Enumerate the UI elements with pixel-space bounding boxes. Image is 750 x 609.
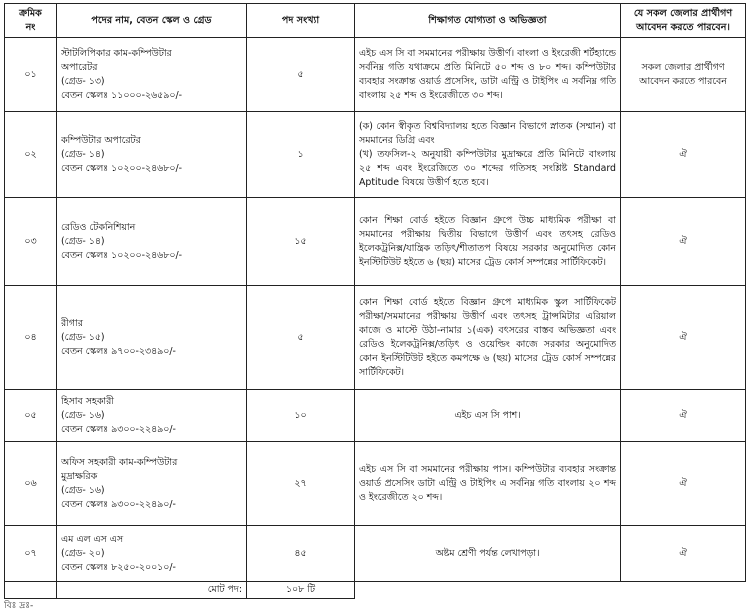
post-line: হিসাব সহকারী <box>61 395 114 407</box>
qualification-cell <box>355 112 621 198</box>
header-row <box>5 4 746 38</box>
total-empty <box>355 582 621 599</box>
post-cell <box>57 526 247 582</box>
post-cell <box>57 286 247 390</box>
post-line: রেডিও টেকনিশিয়ান <box>61 221 136 233</box>
table-row <box>5 442 746 526</box>
header-serial <box>5 4 57 38</box>
table-row <box>5 526 746 582</box>
total-row <box>5 582 746 599</box>
post-line: (গ্রেড- ২০) <box>61 547 105 559</box>
serial-cell: ০৪ <box>5 286 57 390</box>
count-cell: ৫ <box>247 38 355 112</box>
qualification-cell <box>355 38 621 112</box>
post-line: এম এল এস এস <box>61 533 124 545</box>
count-cell: ৫ <box>247 286 355 390</box>
qualification-text: এইচ এস সি পাশ। <box>454 409 521 421</box>
ditto-mark: ঐ <box>679 409 687 421</box>
post-line: (গ্রেড- ১৬) <box>61 484 105 496</box>
post-line: রীগার <box>61 317 83 329</box>
table-row <box>5 38 746 112</box>
district-cell <box>621 112 746 198</box>
total-empty <box>621 582 746 599</box>
post-cell <box>57 442 247 526</box>
header-serial-line: ক্রমিক <box>19 7 42 19</box>
district-cell <box>621 442 746 526</box>
qualification-text: (খ) তফসিল-২ অনুযায়ী কম্পিউটার মুদ্রাক্ষরে প্রতি মিনিটে বাংলায় ২৫ শব্দ এবং ইংরেজিতে ৩০ শব্দের গতিসহ সংশ্লিষ্ট Standard Aptitude বিষয়ে উত্তীর্ণ হতে হবে। <box>359 148 616 188</box>
district-cell <box>621 286 746 390</box>
qualification-cell <box>355 286 621 390</box>
post-cell <box>57 390 247 442</box>
post-line: বেতন স্কেলঃ ৯৭০০-২৩৪৯০/- <box>61 345 176 357</box>
qualification-text: কোন শিক্ষা বোর্ড হইতে বিজ্ঞান গ্রুপে মাধ্যমিক স্কুল সার্টিফিকেট পরীক্ষা/সমমানের পরীক্ষায় উত্তীর্ণ এবং তৎসহ ট্রান্সমিটার এরিয়াল কাজে ও মাস্টে উঠা-নামার ১(এক) বৎসরের বাস্তব অভিজ্ঞতা এবং রেডিও ইলেকট্রনিক্স/তড়িৎ ও ওয়েল্ডিং কাজে সরকার অনুমোদিত কোন ইনস্টিটিউট হইতে কমপক্ষে ৬ (ছয়) মাসের ট্রেড কোর্স সম্পন্নের সার্টিফিকেট। <box>359 296 616 378</box>
post-line: বেতন স্কেলঃ ৮২৫০-২০০১০/- <box>61 561 176 573</box>
serial-cell: ০৫ <box>5 390 57 442</box>
post-line: (গ্রেড- ১৬) <box>61 409 105 421</box>
total-label: মোট পদ: <box>57 582 247 599</box>
serial-cell: ০৭ <box>5 526 57 582</box>
qualification-cell <box>355 526 621 582</box>
post-line: অপারেটর <box>61 61 98 73</box>
district-cell <box>621 38 746 112</box>
post-line: কম্পিউটার অপারেটর <box>61 134 141 146</box>
ditto-mark: ঐ <box>679 235 687 247</box>
serial-cell: ০২ <box>5 112 57 198</box>
post-line: বেতন স্কেলঃ ৯৩০০-২২৪৯০/- <box>61 423 176 435</box>
qualification-cell <box>355 442 621 526</box>
jobs-table <box>4 3 746 599</box>
header-post: পদের নাম, বেতন স্কেল ও গ্রেড <box>57 4 247 38</box>
count-cell: ৪৫ <box>247 526 355 582</box>
ditto-mark: ঐ <box>679 148 687 160</box>
qualification-cell <box>355 198 621 286</box>
header-districts-line: আবেদন করতে পারবেন। <box>636 21 730 33</box>
post-line: (গ্রেড- ১৩) <box>61 75 105 87</box>
header-serial-line: নং <box>25 21 36 33</box>
ditto-mark: ঐ <box>679 477 687 489</box>
post-line: (গ্রেড- ১৪) <box>61 235 105 247</box>
post-line: স্টাটলিপিকার কাম-কম্পিউটার <box>61 47 172 59</box>
table-row <box>5 112 746 198</box>
qualification-text: এইচ এস সি বা সমমানের পরীক্ষায় উত্তীর্ণ। বাংলা ও ইংরেজী শর্টহ্যান্ডে সর্বনিম্ন গতি যথাক্রমে প্রতি মিনিটে ৫০ শব্দ ও ৮০ শব্দ। কম্পিউটার ব্যবহার সংক্রান্ত ওয়ার্ড প্রসেসিং, ডাটা এন্ট্রি ও টাইপিং এ সর্বনিম্ন গতি বাংলায় ২৫ শব্দ ও ইংরেজীতে ৩০ শব্দ। <box>359 47 616 101</box>
ditto-mark: ঐ <box>679 547 687 559</box>
header-districts <box>621 4 746 38</box>
district-cell <box>621 390 746 442</box>
post-cell <box>57 112 247 198</box>
count-cell: ১ <box>247 112 355 198</box>
header-qualification: শিক্ষাগত যোগ্যতা ও অভিজ্ঞতা <box>355 4 621 38</box>
table-row <box>5 390 746 442</box>
table-row <box>5 286 746 390</box>
qualification-text: (ক) কোন স্বীকৃত বিশ্ববিদ্যালয় হতে বিজ্ঞান বিভাগে স্নাতক (সম্মান) বা সমমানের ডিগ্রি এবং <box>359 120 616 146</box>
qualification-cell <box>355 390 621 442</box>
district-cell <box>621 526 746 582</box>
serial-cell: ০১ <box>5 38 57 112</box>
header-count: পদ সংখ্যা <box>247 4 355 38</box>
total-value: ১০৮ টি <box>247 582 355 599</box>
post-line: (গ্রেড- ১৫) <box>61 331 105 343</box>
count-cell: ১৫ <box>247 198 355 286</box>
post-line: মুদ্রাক্ষরিক <box>61 470 98 482</box>
table-row <box>5 198 746 286</box>
post-line: বেতন স্কেলঃ ১১০০০-২৬৫৯০/- <box>61 89 182 101</box>
ditto-mark: ঐ <box>679 331 687 343</box>
post-line: বেতন স্কেলঃ ১০২০০-২৪৬৮০/- <box>61 162 182 174</box>
total-spacer <box>5 582 57 599</box>
qualification-text: অষ্টম শ্রেণী পর্যন্ত লেখাপড়া। <box>435 547 540 559</box>
serial-cell: ০৬ <box>5 442 57 526</box>
count-cell: ১০ <box>247 390 355 442</box>
post-cell <box>57 198 247 286</box>
post-line: বেতন স্কেলঃ ৯৩০০-২২৪৯০/- <box>61 498 176 510</box>
qualification-text: এইচ এস সি বা সমমানের পরীক্ষায় পাস। কম্পিউটার ব্যবহার সংক্রান্ত ওয়ার্ড প্রসেসিং ডাটা এন্ট্রি ও টাইপিং এ সর্বনিম্ন গতি বাংলায় ২০ শব্দ ও ইংরেজীতে ২০ শব্দ। <box>359 463 616 503</box>
qualification-text: কোন শিক্ষা বোর্ড হইতে বিজ্ঞান গ্রুপে উচ্চ মাধ্যমিক পরীক্ষা বা সমমানের পরীক্ষায় দ্বিতীয় বিভাগে উত্তীর্ণ এবং তৎসহ রেডিও ইলেকট্রনিক্স/যান্ত্রিক তড়িৎ/শীতাতপ বিষয়ে সরকার অনুমোদিত কোন ইনস্টিটিউট হইতে ৬ (ছয়) মাসের ট্রেড কোর্স সম্পন্নের সার্টিফিকেট। <box>359 214 616 268</box>
district-line: আবেদন করতে পারবেন <box>639 75 727 87</box>
header-districts-line: যে সকল জেলার প্রার্থীগণ <box>633 7 733 19</box>
district-cell <box>621 198 746 286</box>
footnote: বিঃ দ্রঃ- <box>4 601 34 609</box>
post-line: (গ্রেড- ১৪) <box>61 148 105 160</box>
post-line: অফিস সহকারী কাম-কম্পিউটার <box>61 456 178 468</box>
district-line: সকল জেলার প্রার্থীগণ <box>641 61 725 73</box>
post-line: বেতন স্কেলঃ ১০২০০-২৪৬৮০/- <box>61 249 182 261</box>
count-cell: ২৭ <box>247 442 355 526</box>
serial-cell: ০৩ <box>5 198 57 286</box>
post-cell <box>57 38 247 112</box>
